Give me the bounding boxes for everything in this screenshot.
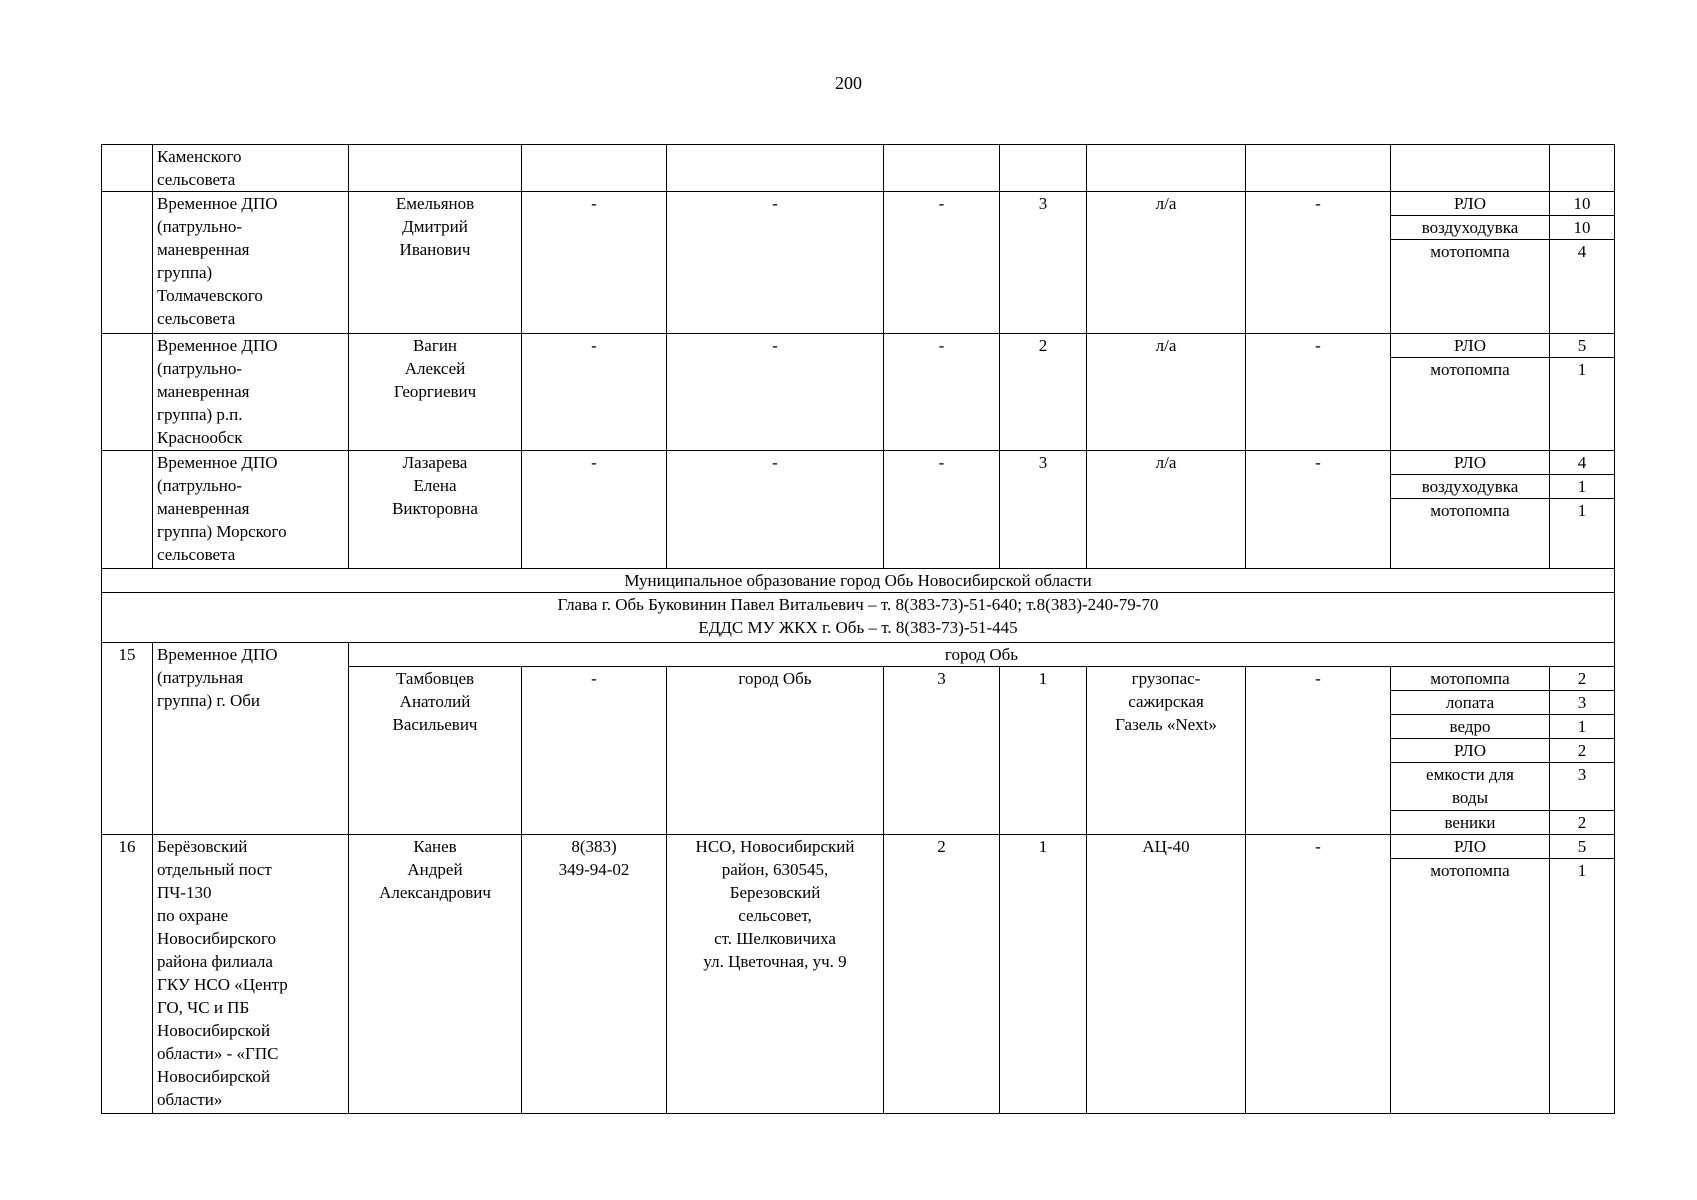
cell-staff: 1 <box>1000 835 1087 1114</box>
cell-phone: 8(383) 349-94-02 <box>522 835 667 1114</box>
equipment-qty: 2 <box>1550 739 1615 763</box>
cell-number <box>102 334 153 451</box>
cell-address: - <box>667 334 884 451</box>
equipment-name: мотопомпа <box>1391 499 1550 569</box>
table-row-tolmachevo <box>102 192 1615 216</box>
equipment-qty: 1 <box>1550 475 1615 499</box>
municipality-contacts-row <box>102 593 1615 643</box>
cell-organization: Временное ДПО (патрульно- маневренная группа) р.п. Краснообск <box>153 334 349 451</box>
equipment-qty: 1 <box>1550 499 1615 569</box>
equipment-qty: 10 <box>1550 192 1615 216</box>
cell-vehicle: л/а <box>1087 192 1246 334</box>
equipment-qty: 2 <box>1550 667 1615 691</box>
cell-number <box>102 192 153 334</box>
cell-phone: - <box>522 667 667 835</box>
equipment-name: РЛО <box>1391 334 1550 358</box>
cell-number <box>102 145 153 192</box>
cell-personnel: 3 <box>884 667 1000 835</box>
equipment-qty: 10 <box>1550 216 1615 240</box>
equipment-name: лопата <box>1391 691 1550 715</box>
cell-extra: - <box>1246 835 1391 1114</box>
table-row-kamensk <box>102 145 1615 192</box>
equipment-qty: 1 <box>1550 358 1615 451</box>
municipality-title: Муниципальное образование город Обь Новосибирской области <box>102 569 1615 593</box>
cell-head: Канев Андрей Александрович <box>349 835 522 1114</box>
equipment-qty: 1 <box>1550 715 1615 739</box>
equipment-name: РЛО <box>1391 835 1550 859</box>
cell-head: Емельянов Дмитрий Иванович <box>349 192 522 334</box>
cell-number: 15 <box>102 643 153 835</box>
municipality-head-line: Глава г. Обь Буковинин Павел Витальевич – т. 8(383-73)-51-640; т.8(383)-240-79-70 <box>557 595 1159 614</box>
equipment-qty: 3 <box>1550 763 1615 811</box>
fire-units-table <box>101 144 1615 1114</box>
equipment-name: мотопомпа <box>1391 240 1550 334</box>
equipment-name: мотопомпа <box>1391 358 1550 451</box>
cell-staff: 3 <box>1000 451 1087 569</box>
table-row-morskoy <box>102 451 1615 475</box>
equipment-qty: 1 <box>1550 859 1615 1114</box>
equipment-qty: 5 <box>1550 835 1615 859</box>
cell-extra: - <box>1246 451 1391 569</box>
cell-phone: - <box>522 334 667 451</box>
cell-head: Вагин Алексей Георгиевич <box>349 334 522 451</box>
table-row-krasnoobsk <box>102 334 1615 358</box>
cell-organization: Каменского сельсовета <box>153 145 349 192</box>
equipment-qty: 3 <box>1550 691 1615 715</box>
cell-extra: - <box>1246 334 1391 451</box>
cell-organization: Временное ДПО (патрульно- маневренная группа) Морского сельсовета <box>153 451 349 569</box>
cell-organization: Временное ДПО (патрульная группа) г. Оби <box>153 643 349 835</box>
equipment-name: мотопомпа <box>1391 859 1550 1114</box>
table-row-16 <box>102 835 1615 859</box>
equipment-name: мотопомпа <box>1391 667 1550 691</box>
page-number: 200 <box>835 73 862 93</box>
cell-organization: Временное ДПО (патрульно- маневренная группа) Толмачевского сельсовета <box>153 192 349 334</box>
equipment-qty: 2 <box>1550 811 1615 835</box>
cell-staff: 1 <box>1000 667 1087 835</box>
equipment-name: ведро <box>1391 715 1550 739</box>
cell-head: Лазарева Елена Викторовна <box>349 451 522 569</box>
municipality-contacts <box>102 593 1615 643</box>
equipment-name: емкости для воды <box>1391 763 1550 811</box>
equipment-qty: 4 <box>1550 240 1615 334</box>
equipment-name: РЛО <box>1391 739 1550 763</box>
equipment-name: РЛО <box>1391 451 1550 475</box>
cell-head: Тамбовцев Анатолий Васильевич <box>349 667 522 835</box>
cell-personnel: - <box>884 451 1000 569</box>
municipality-title-row <box>102 569 1615 593</box>
cell-staff: 3 <box>1000 192 1087 334</box>
cell-extra: - <box>1246 667 1391 835</box>
equipment-name: РЛО <box>1391 192 1550 216</box>
cell-vehicle: л/а <box>1087 334 1246 451</box>
cell-vehicle: л/а <box>1087 451 1246 569</box>
cell-staff: 2 <box>1000 334 1087 451</box>
cell-number: 16 <box>102 835 153 1114</box>
cell-address: НСО, Новосибирский район, 630545, Березовский сельсовет, ст. Шелковичиха ул. Цветочная, уч. 9 <box>667 835 884 1114</box>
cell-address: - <box>667 451 884 569</box>
equipment-name: воздуходувка <box>1391 475 1550 499</box>
cell-phone: - <box>522 451 667 569</box>
cell-phone: - <box>522 192 667 334</box>
equipment-name: воздуходувка <box>1391 216 1550 240</box>
cell-address: город Обь <box>667 667 884 835</box>
cell-address: - <box>667 192 884 334</box>
cell-number <box>102 451 153 569</box>
table-row-15 <box>102 643 1615 667</box>
equipment-name: веники <box>1391 811 1550 835</box>
cell-organization: Берёзовский отдельный пост ПЧ-130 по охране Новосибирского района филиала ГКУ НСО «Центр ГО, ЧС и ПБ Новосибирской области» - «ГПС Новосибирской области» <box>153 835 349 1114</box>
cell-personnel: - <box>884 192 1000 334</box>
equipment-qty: 5 <box>1550 334 1615 358</box>
cell-personnel: 2 <box>884 835 1000 1114</box>
cell-personnel: - <box>884 334 1000 451</box>
equipment-qty: 4 <box>1550 451 1615 475</box>
municipality-edds-line: ЕДДС МУ ЖКХ г. Обь – т. 8(383-73)-51-445 <box>698 618 1018 637</box>
cell-vehicle: АЦ-40 <box>1087 835 1246 1114</box>
area-header: город Обь <box>349 643 1615 667</box>
cell-vehicle: грузопас- сажирская Газель «Next» <box>1087 667 1246 835</box>
cell-extra: - <box>1246 192 1391 334</box>
